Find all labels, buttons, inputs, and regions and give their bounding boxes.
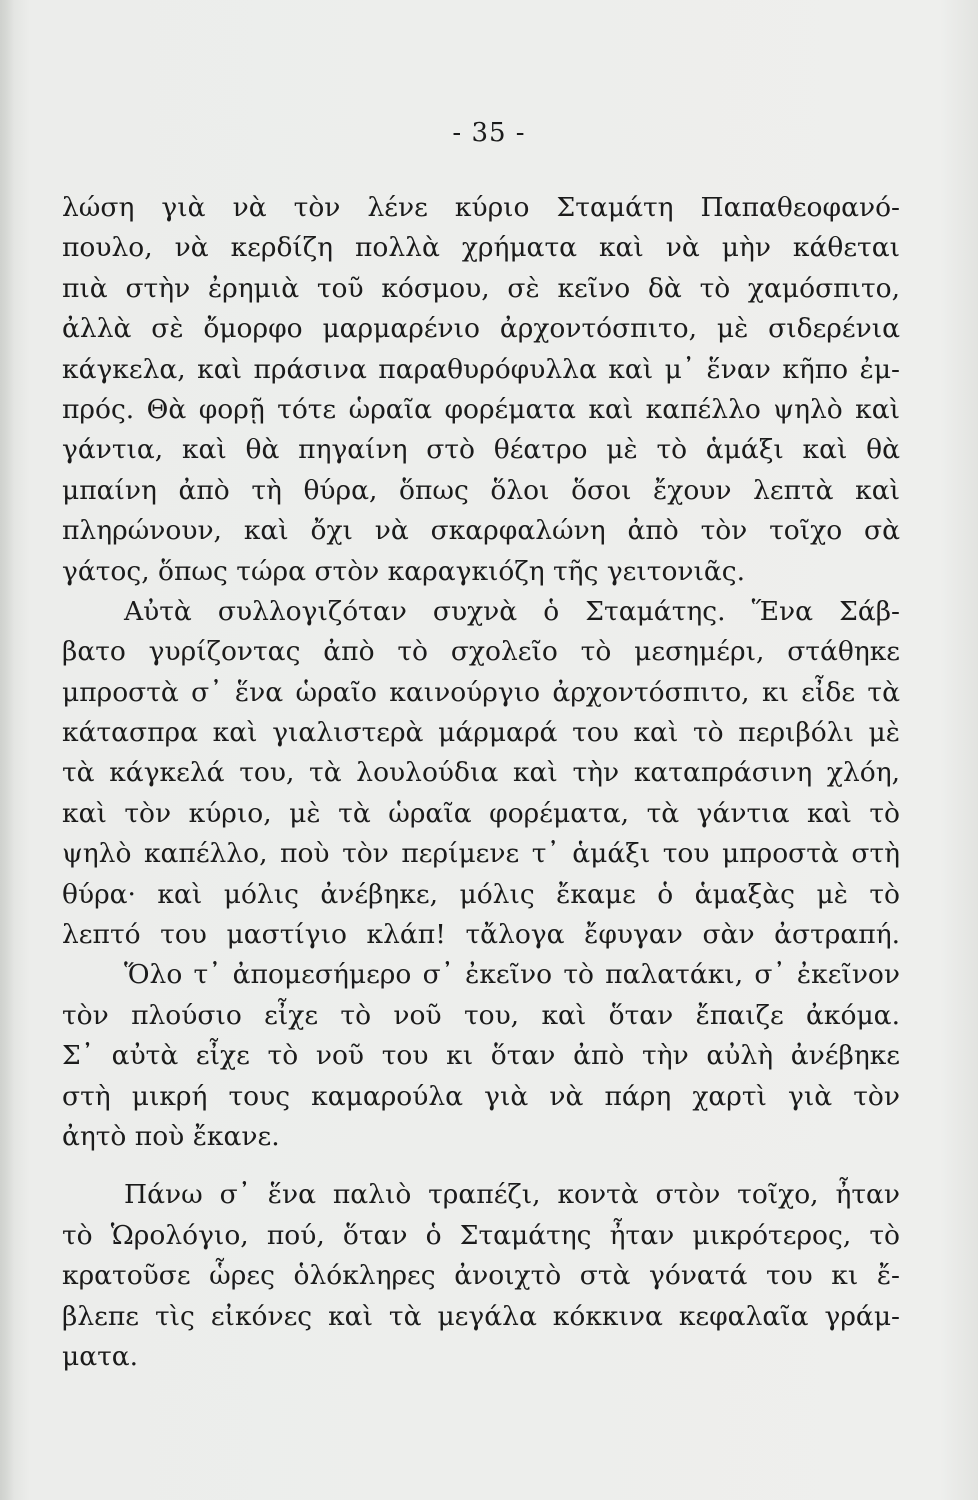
paragraph-1 xyxy=(62,188,900,592)
text-line: τὰ κάγκελά του, τὰ λουλούδια καὶ τὴν καταπράσινη χλόη, xyxy=(62,757,900,789)
paragraph-2 xyxy=(62,592,900,1157)
text-line: μπαίνη ἀπὸ τὴ θύρα, ὅπως ὅλοι ὅσοι ἔχουν λεπτὰ καὶ xyxy=(62,474,900,506)
text-line: καὶ τὸν κύριο, μὲ τὰ ὡραῖα φορέματα, τὰ γάντια καὶ τὸ xyxy=(62,797,900,829)
text-line: μπροστὰ σ᾿ ἕνα ὡραῖο καινούργιο ἀρχοντόσπιτο, κι εἶδε τὰ xyxy=(62,676,900,708)
text-line: βατο γυρίζοντας ἀπὸ τὸ σχολεῖο τὸ μεσημέρι, στάθηκε xyxy=(62,636,900,668)
text-line: πιὰ στὴν ἐρημιὰ τοῦ κόσμου, σὲ κεῖνο δὰ τὸ χαμόσπιτο, xyxy=(62,272,900,304)
text-line: γάντια, καὶ θὰ πηγαίνη στὸ θέατρο μὲ τὸ ἁμάξι καὶ θὰ xyxy=(62,434,900,466)
page-number: - 35 - xyxy=(452,118,526,148)
text-line: ἀητὸ ποὺ ἔκανε. xyxy=(62,1120,280,1152)
text-line: λεπτό του μαστίγιο κλάπ! τἄλογα ἔφυγαν σὰν ἀστραπή. xyxy=(62,919,900,951)
text-line: στὴ μικρή τους καμαρούλα γιὰ νὰ πάρη χαρτὶ γιὰ τὸν xyxy=(62,1080,900,1112)
text-line: κάγκελα, καὶ πράσινα παραθυρόφυλλα καὶ μ᾿ ἕναν κῆπο ἐμ- xyxy=(62,353,900,385)
text-line: ματα. xyxy=(62,1340,139,1372)
text-line: Σ᾿ αὐτὰ εἶχε τὸ νοῦ του κι ὅταν ἀπὸ τὴν αὐλὴ ἀνέβηκε xyxy=(62,1040,900,1072)
text-line: θύρα· καὶ μόλις ἀνέβηκε, μόλις ἔκαμε ὁ ἁμαξὰς μὲ τὸ xyxy=(62,878,900,910)
text-line: πρός. Θὰ φορῇ τότε ὡραῖα φορέματα καὶ καπέλλο ψηλὸ καὶ xyxy=(62,393,900,425)
text-line: βλεπε τὶς εἰκόνες καὶ τὰ μεγάλα κόκκινα κεφαλαῖα γράμ- xyxy=(62,1300,900,1332)
text-line: τὸν πλούσιο εἶχε τὸ νοῦ του, καὶ ὅταν ἔπαιζε ἀκόμα. xyxy=(62,999,900,1031)
text-line: Ὅλο τ᾿ ἀπομεσήμερο σ᾿ ἐκεῖνο τὸ παλατάκι, σ᾿ ἐκεῖνον xyxy=(124,959,900,991)
text-line: κρατοῦσε ὧρες ὁλόκληρες ἀνοιχτὸ στὰ γόνατά του κι ἔ- xyxy=(62,1260,900,1292)
text-line: πουλο, νὰ κερδίζη πολλὰ χρήματα καὶ νὰ μὴν κάθεται xyxy=(62,232,900,264)
body-text xyxy=(62,188,900,1377)
text-line: ψηλὸ καπέλλο, ποὺ τὸν περίμενε τ᾿ ἁμάξι του μπροστὰ στὴ xyxy=(62,838,900,870)
paragraph-3 xyxy=(62,1175,900,1377)
page-edge-shadow xyxy=(0,0,14,1500)
text-line: Αὐτὰ συλλογιζόταν συχνὰ ὁ Σταμάτης. Ἕνα Σάβ- xyxy=(124,595,900,627)
text-line: λώση γιὰ νὰ τὸν λένε κύριο Σταμάτη Παπαθεοφανό- xyxy=(62,192,900,223)
text-line: Πάνω σ᾿ ἕνα παλιὸ τραπέζι, κοντὰ στὸν τοῖχο, ἦταν xyxy=(124,1179,900,1211)
text-line: ἀλλὰ σὲ ὄμορφο μαρμαρένιο ἀρχοντόσπιτο, μὲ σιδερένια xyxy=(62,313,900,345)
text-line: κάτασπρα καὶ γιαλιστερὰ μάρμαρά του καὶ τὸ περιβόλι μὲ xyxy=(62,717,900,749)
text-line: πληρώνουν, καὶ ὄχι νὰ σκαρφαλώνη ἀπὸ τὸν τοῖχο σὰ xyxy=(62,515,900,547)
text-line: τὸ Ὡρολόγιο, πού, ὅταν ὁ Σταμάτης ἦταν μικρότερος, τὸ xyxy=(62,1219,900,1251)
paragraph-spacer xyxy=(62,1157,900,1175)
text-line: γάτος, ὅπως τώρα στὸν καραγκιόζη τῆς γειτονιᾶς. xyxy=(62,555,746,587)
